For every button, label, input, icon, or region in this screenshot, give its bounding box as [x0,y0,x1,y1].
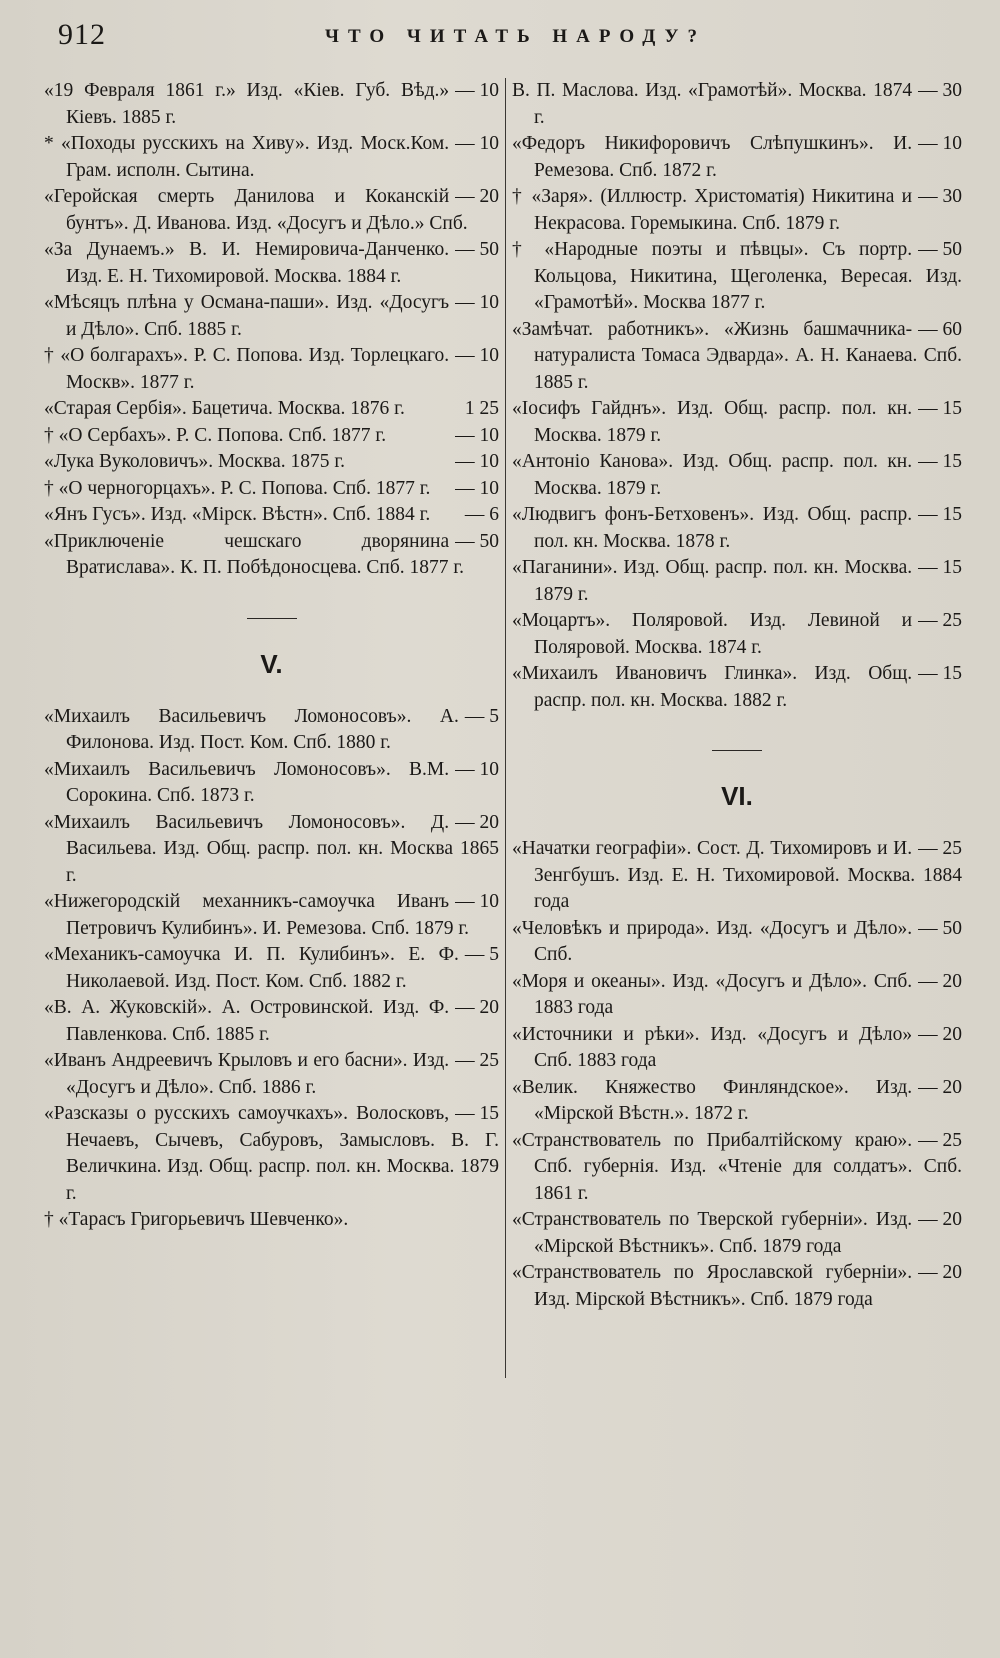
entry-price: — 20 [455,997,499,1018]
catalog-entry [44,290,499,343]
entry-price: — 20 [918,970,962,992]
catalog-entry [512,502,962,555]
entry-price: — 5 [464,944,499,965]
entry-price: — 30 [918,80,962,101]
entry-text: «Михаилъ Ивановичъ Глинка». Изд. Общ. распр. пол. кн. Москва. 1882 г. [512,663,913,711]
entry-price: — 20 [918,1076,962,1098]
entry-price: — 50 [918,239,962,260]
entry-text: «В. А. Жуковскій». А. Островинской. Изд. Ф. Павленкова. Спб. 1885 г. [44,997,450,1045]
entry-text: * «Походы русскихъ на Хиву». Изд. Моск.Ком. Грам. исполн. Сытина. [44,133,450,181]
entry-price: — 10 [455,424,499,446]
entry-text: † «Заря». (Иллюстр. Христоматія) Никитина и Некрасова. Горемыкина. Спб. 1879 г. [512,186,913,234]
entry-text: † «О Сербахъ». Р. С. Попова. Спб. 1877 г. [44,424,387,446]
entry-text: «Моря и океаны». Изд. «Досугъ и Дѣло». Спб. 1883 года [512,970,913,1018]
catalog-entry [512,916,962,969]
section-separator [247,618,297,619]
catalog-entry [44,502,499,529]
catalog-entry [512,608,962,661]
entry-text: «Велик. Княжество Финляндское». Изд. «Мірской Вѣстн.». 1872 г. [512,1076,913,1124]
entry-text: «Людвигъ фонъ-Бетховенъ». Изд. Общ. распр. пол. кн. Москва. 1878 г. [512,504,913,552]
entry-text: «Приключеніе чешскаго дворянина Вратислава». К. П. Побѣдоносцева. Спб. 1877 г. [44,530,465,578]
entry-price: — 5 [464,705,499,727]
catalog-entry [512,555,962,608]
column-divider [505,78,506,1378]
entry-price: — 50 [455,530,499,552]
entry-text: «Странствователь по Прибалтійскому краю». Спб. губернія. Изд. «Чтеніе для солдатъ». Спб. 1861 г. [512,1129,962,1204]
entry-price: — 10 [455,345,499,366]
entry-price: — 10 [455,80,499,101]
catalog-entry [512,661,962,714]
entry-price: — 20 [455,811,499,833]
entry-price: — 20 [918,1023,962,1045]
catalog-entry [512,1260,962,1313]
entry-price: — 25 [918,838,962,859]
entry-text: «Иванъ Андреевичъ Крыловъ и его басни». Изд. «Досугъ и Дѣло». Спб. 1886 г. [44,1050,450,1098]
entry-price: — 15 [918,504,962,525]
section-title-vi: VI. [721,781,753,811]
right-column [512,78,962,1313]
entry-price: — 6 [464,504,499,525]
entry-text: «Источники и рѣки». Изд. «Досугъ и Дѣло» Спб. 1883 года [512,1023,913,1071]
catalog-entry [512,969,962,1022]
catalog-entry [44,423,499,450]
entry-price: — 10 [455,451,499,472]
catalog-entry [512,1207,962,1260]
catalog-entry [44,78,499,131]
catalog-entry [44,810,499,890]
catalog-entry [44,942,499,995]
entry-price: — 10 [918,133,962,154]
entry-price: — 25 [455,1050,499,1071]
page-number: 912 [58,18,106,51]
entry-text: «Янъ Гусъ». Изд. «Мірск. Вѣстн». Спб. 1884 г. [44,504,431,525]
catalog-entry [512,184,962,237]
entry-text: «Михаилъ Васильевичъ Ломоносовъ». Д. Васильева. Изд. Общ. распр. пол. кн. Москва 1865 г. [44,811,499,886]
entry-text: «Паганини». Изд. Общ. распр. пол. кн. Москва. 1879 г. [512,557,913,605]
entry-text: «Нижегородскій механникъ-самоучка Иванъ Петровичъ Кулибинъ». И. Ремезова. Спб. 1879 г. [44,891,470,939]
entry-text: В. П. Маслова. Изд. «Грамотѣй». Москва. 1874 г. [512,80,913,128]
catalog-entry [44,1207,499,1234]
entry-text: «Замѣчат. работникъ». «Жизнь башмачника-натуралиста Томаса Эдварда». А. Н. Канаева. Спб. 1885 г. [512,318,962,393]
entry-price: — 20 [918,1209,962,1230]
catalog-entry [512,1022,962,1075]
entry-text: «Михаилъ Васильевичъ Ломоносовъ». А. Филонова. Изд. Пост. Ком. Спб. 1880 г. [44,705,459,753]
catalog-entry [44,131,499,184]
entry-text: «Странствователь по Ярославской губерніи». Изд. Мірской Вѣстникъ». Спб. 1879 года [512,1262,913,1310]
page-header [0,18,1000,64]
left-column [44,78,499,1234]
entry-text: «19 Февраля 1861 г.» Изд. «Кіев. Губ. Вѣд.» Кіевъ. 1885 г. [44,80,450,128]
catalog-entry [512,131,962,184]
catalog-entry [512,78,962,131]
catalog-entry [44,343,499,396]
entry-price: 1 25 [464,398,499,419]
entry-text: «Странствователь по Тверской губерніи». Изд. «Мірской Вѣстникъ». Спб. 1879 года [512,1209,913,1257]
entry-price: — 15 [918,557,962,578]
entry-price: — 50 [455,239,499,260]
entry-text: «Человѣкъ и природа». Изд. «Досугъ и Дѣло». Спб. [512,917,913,965]
entry-text: «Лука Вуколовичъ». Москва. 1875 г. [44,451,346,472]
entry-price: — 50 [918,917,962,939]
entry-text: «За Дунаемъ.» В. И. Немировича-Данченко. Изд. Е. Н. Тихомировой. Москва. 1884 г. [44,239,450,287]
section-title-v: V. [260,648,283,679]
catalog-entry [512,237,962,317]
entry-price: — 25 [918,610,962,631]
entry-text: † «О черногорцахъ». Р. С. Попова. Спб. 1877 г. [44,477,431,499]
entry-text: † «Тарасъ Григорьевичъ Шевченко». [44,1209,349,1230]
section-separator [712,750,762,751]
entry-text: «Мѣсяцъ плѣна у Османа-паши». Изд. «Досугъ и Дѣло». Спб. 1885 г. [44,292,450,340]
entry-text: «Михаилъ Васильевичъ Ломоносовъ». В.М. Сорокина. Спб. 1873 г. [44,758,450,806]
entry-price: — 10 [455,477,499,499]
catalog-entry [44,184,499,237]
entry-text: «Федоръ Никифоровичъ Слѣпушкинъ». И. Ремезова. Спб. 1872 г. [512,133,913,181]
catalog-entry [44,1101,499,1207]
entry-price: — 10 [455,891,499,912]
entry-price: — 30 [918,186,962,207]
entry-text: † «Народные поэты и пѣвцы». Съ портр. Кольцова, Никитина, Щеголенка, Вересая. Изд. «Грамотѣй». Москва 1877 г. [512,239,962,313]
running-title: ЧТО ЧИТАТЬ НАРОДУ? [325,26,706,47]
catalog-entry [44,995,499,1048]
entry-price: — 20 [918,1262,962,1283]
left-bottom-entries [44,704,499,1234]
entry-text: «Разсказы о русскихъ самоучкахъ». Волосковъ, Нечаевъ, Сычевъ, Сабуровъ, Замысловъ. В. Г. Величкина. Изд. Общ. распр. пол. кн. Москва. 1879 г. [44,1103,499,1204]
catalog-entry [44,529,499,582]
entry-text: † «О болгарахъ». Р. С. Попова. Изд. Торлецкаго. Москв». 1877 г. [44,345,450,393]
entry-text: «Начатки географіи». Сост. Д. Тихомировъ и И. Зенгбушъ. Изд. Е. Н. Тихомировой. Москва. 1884 года [512,838,962,912]
entry-price: — 60 [918,318,962,340]
entry-text: «Старая Сербія». Бацетича. Москва. 1876 г. [44,398,405,419]
right-top-entries [512,78,962,714]
entry-text: «Механикъ-самоучка И. П. Кулибинъ». Е. Ф. Николаевой. Изд. Пост. Ком. Спб. 1882 г. [44,944,459,992]
entry-price: — 15 [918,451,962,472]
catalog-entry [44,1048,499,1101]
entry-price: — 15 [455,1103,499,1124]
entry-price: — 10 [455,292,499,313]
catalog-entry [512,836,962,916]
entry-price: — 15 [918,663,962,684]
catalog-entry [512,449,962,502]
left-top-entries [44,78,499,582]
right-bottom-entries [512,836,962,1313]
entry-text: «Антоніо Канова». Изд. Общ. распр. пол. кн. Москва. 1879 г. [512,451,913,499]
entry-price: — 10 [455,758,499,780]
catalog-entry [44,396,499,423]
entry-text: «Геройская смерть Данилова и Коканскій бунтъ». Д. Иванова. Изд. «Досугъ и Дѣло.» Спб. [44,186,468,234]
entry-price: — 15 [918,398,962,419]
entry-text: «Моцартъ». Поляровой. Изд. Левиной и Поляровой. Москва. 1874 г. [512,610,913,658]
catalog-entry [44,476,499,503]
catalog-entry [44,237,499,290]
catalog-entry [512,396,962,449]
entry-price: — 20 [455,186,499,207]
catalog-entry [512,317,962,397]
catalog-entry [44,449,499,476]
catalog-entry [44,757,499,810]
entry-price: — 25 [918,1129,962,1151]
catalog-entry [44,704,499,757]
catalog-entry [512,1075,962,1128]
entry-price: — 10 [455,133,499,154]
entry-text: «Іосифъ Гайднъ». Изд. Общ. распр. пол. кн. Москва. 1879 г. [512,398,913,446]
catalog-entry [44,889,499,942]
catalog-entry [512,1128,962,1208]
